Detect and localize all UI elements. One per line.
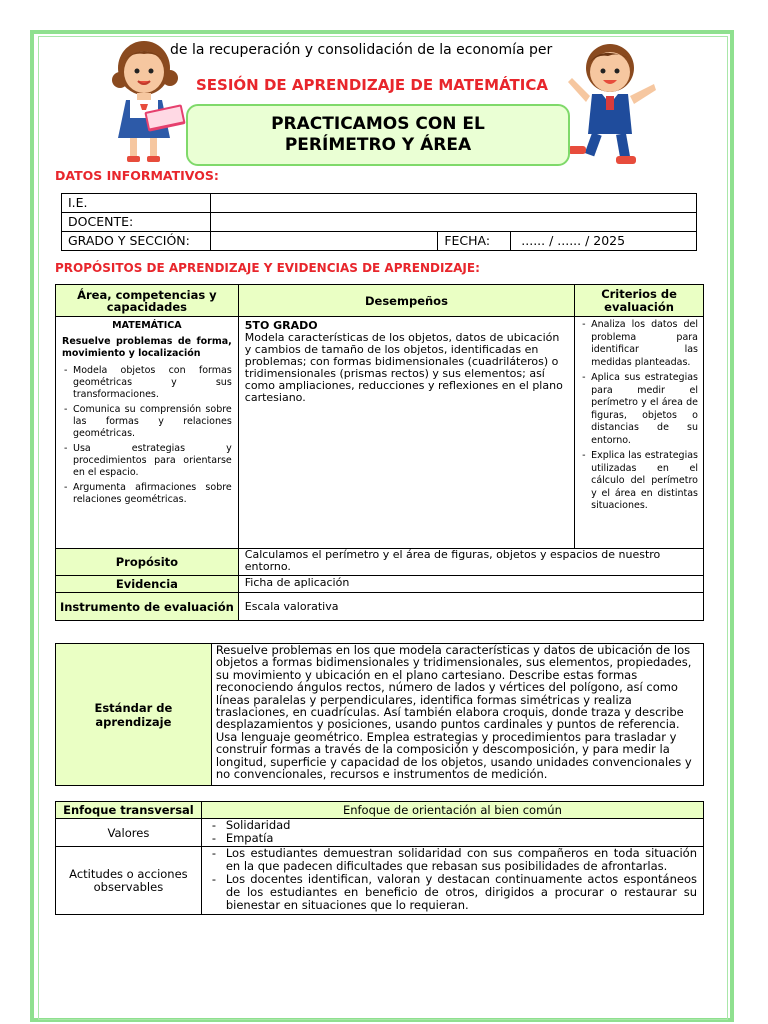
datos-section-label: DATOS INFORMATIVOS: <box>55 168 219 183</box>
estandar-label: Estándar de aprendizaje <box>56 644 212 786</box>
grado-value[interactable] <box>210 232 438 251</box>
area-cell <box>56 317 239 549</box>
fecha-value[interactable]: ...... / ...... / 2025 <box>511 232 697 251</box>
list-item: - Los estudiantes demuestran solidaridad con sus compañeros en toda situación en la que padecen dificultades que rebasan sus posibilidades de afrontarlas. <box>208 847 697 873</box>
evidencia-value: Ficha de aplicación <box>238 576 703 593</box>
desempeno-cell <box>238 317 574 549</box>
main-title: PRACTICAMOS CON EL PERÍMETRO Y ÁREA <box>271 114 485 155</box>
ie-value[interactable] <box>210 194 696 213</box>
instrumento-label: Instrumento de evaluación <box>56 593 239 621</box>
fecha-label: FECHA: <box>438 232 511 251</box>
criterios-cell <box>575 317 704 549</box>
estandar-table <box>55 643 704 786</box>
list-item: - Aplica sus estrategias para medir el perímetro y el área de figuras, objetos o distancias de su entorno. <box>580 372 698 447</box>
col-area-header: Área, competencias y capacidades <box>56 285 239 317</box>
docente-value[interactable] <box>210 213 696 232</box>
grado-label: GRADO Y SECCIÓN: <box>62 232 211 251</box>
list-item: - Explica las estrategias utilizadas en el cálculo del perímetro y el área en distintas situaciones. <box>580 450 698 513</box>
valores-label: Valores <box>56 819 202 847</box>
list-item: - Comunica su comprensión sobre las formas y relaciones geométricas. <box>62 404 232 440</box>
area-name: MATEMÁTICA <box>112 320 182 331</box>
main-title-box <box>186 104 570 166</box>
session-title: SESIÓN DE APRENDIZAJE DE MATEMÁTICA <box>196 76 548 94</box>
header-line: de la recuperación y consolidación de la economía per <box>170 42 553 58</box>
competencia: Resuelve problemas de forma, movimiento y localización <box>62 336 232 359</box>
proposito-label: Propósito <box>56 549 239 576</box>
list-item: - Empatía <box>208 832 697 845</box>
table-row <box>56 576 704 593</box>
table-row <box>62 213 697 232</box>
capacidades-list <box>62 365 232 506</box>
col-desempenos-header: Desempeños <box>238 285 574 317</box>
table-row <box>56 549 704 576</box>
criterios-list <box>580 319 698 513</box>
desempeno-text: Modela características de los objetos, datos de ubicación y cambios de tamaño de los objetos, identificadas en problemas; con formas bidimensionales (cuadriláteros) o tridimensionales (prismas rectos) y sus elementos; así como ampliaciones, reducciones y reflexiones en el plano cartesiano. <box>244 331 563 404</box>
list-item: - Solidaridad <box>208 819 697 832</box>
datos-table <box>61 193 697 251</box>
instrumento-value: Escala valorativa <box>238 593 703 621</box>
actitudes-cell <box>201 847 703 915</box>
propositos-section-label: PROPÓSITOS DE APRENDIZAJE Y EVIDENCIAS DE APRENDIZAJE: <box>55 261 480 275</box>
enfoque-transversal-header: Enfoque transversal <box>56 802 202 819</box>
list-item: - Argumenta afirmaciones sobre relaciones geométricas. <box>62 482 232 506</box>
table-row <box>56 819 704 847</box>
list-item: - Los docentes identifican, valoran y destacan continuamente actos espontáneos de los estudiantes en beneficio de otros, dirigidos a procurar o restaurar su bienestar en situaciones que lo requieran. <box>208 873 697 912</box>
actitudes-label: Actitudes o acciones observables <box>56 847 202 915</box>
table-row <box>56 285 704 317</box>
col-criterios-header: Criterios de evaluación <box>575 285 704 317</box>
list-item: - Analiza los datos del problema para identificar las medidas planteadas. <box>580 319 698 369</box>
valores-list <box>208 819 697 845</box>
grado-title: 5TO GRADO <box>244 319 318 332</box>
valores-cell <box>201 819 703 847</box>
enfoque-table <box>55 801 704 915</box>
estandar-text: Resuelve problemas en los que modela características y datos de ubicación de los objetos a formas bidimensionales y tridimensionales, sus elementos, propiedades, su movimiento y ubicación en el plano cartesiano. Describe estas formas reconociendo ángulos rectos, número de lados y vértices del polígono, así como líneas paralelas y perpendiculares, identifica formas simétricas y realiza traslaciones, en cuadrículas. Así también elabora croquis, donde traza y describe desplazamientos y posiciones, usando puntos cardinales y puntos de referencia. Usa lenguaje geométrico. Emplea estrategias y procedimientos para trasladar y construir formas a través de la composición y descomposición, y para medir la longitud, superficie y capacidad de los objetos, usando unidades convencionales y no convencionales, recursos e instrumentos de medición. <box>211 644 703 786</box>
enfoque-orientacion-header: Enfoque de orientación al bien común <box>201 802 703 819</box>
propositos-table <box>55 284 704 621</box>
table-row <box>56 847 704 915</box>
table-row <box>56 317 704 549</box>
boy-jumping-illustration <box>562 38 670 173</box>
actitudes-list <box>208 847 697 912</box>
evidencia-label: Evidencia <box>56 576 239 593</box>
table-row <box>56 644 704 786</box>
girl-reading-illustration <box>100 38 190 170</box>
list-item: - Modela objetos con formas geométricas y sus transformaciones. <box>62 365 232 401</box>
proposito-value: Calculamos el perímetro y el área de figuras, objetos y espacios de nuestro entorno. <box>238 549 703 576</box>
docente-label: DOCENTE: <box>62 213 211 232</box>
table-row <box>62 194 697 213</box>
table-row <box>56 593 704 621</box>
table-row <box>56 802 704 819</box>
table-row <box>62 232 697 251</box>
ie-label: I.E. <box>62 194 211 213</box>
list-item: - Usa estrategias y procedimientos para orientarse en el espacio. <box>62 443 232 479</box>
